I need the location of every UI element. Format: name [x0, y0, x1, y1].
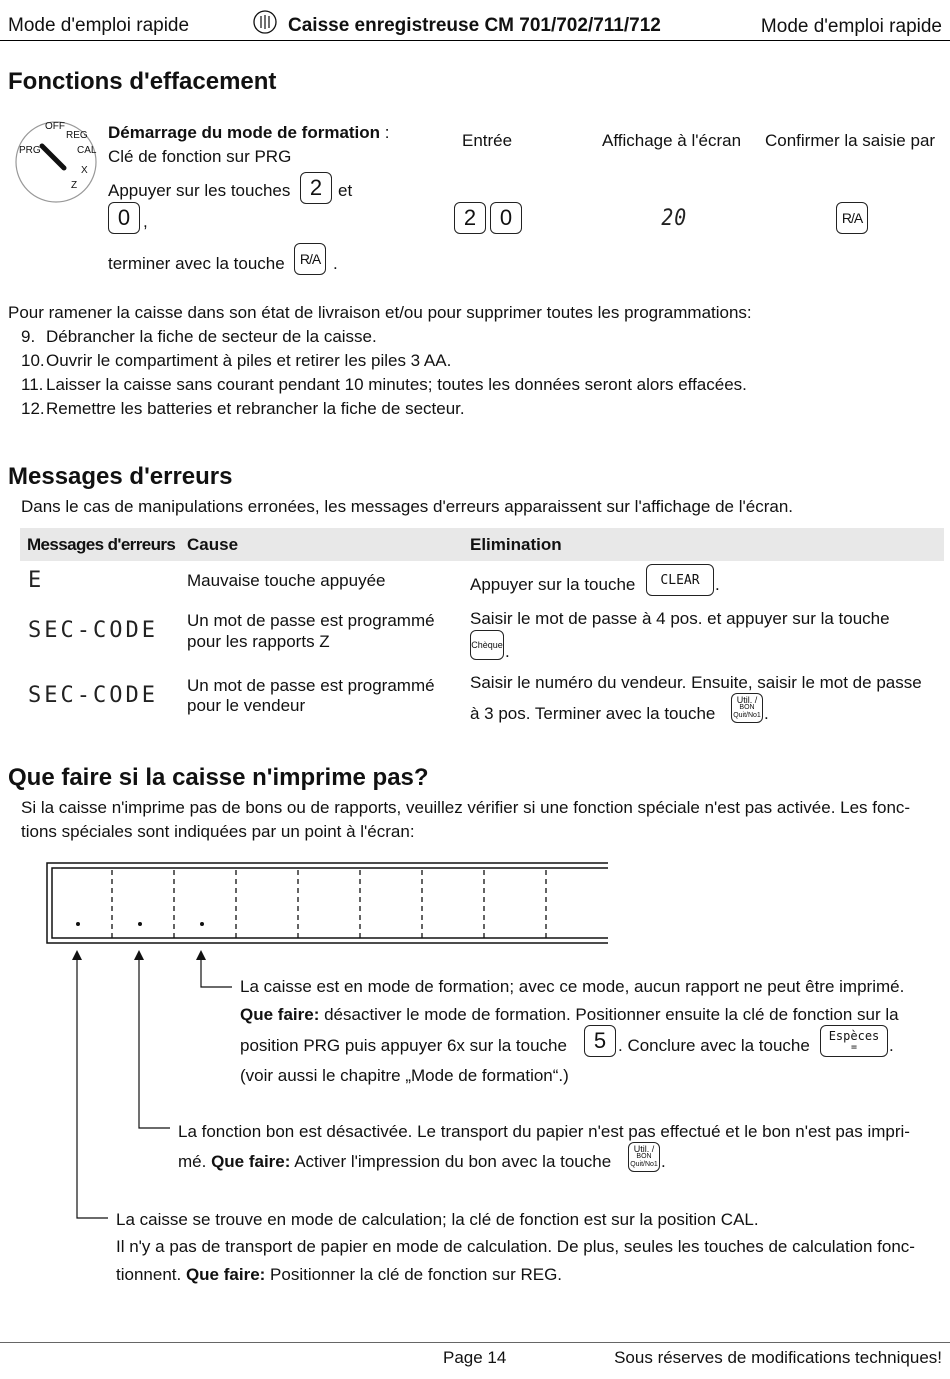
dial-cal: CAL [77, 145, 97, 156]
receipt-note-period: . [661, 1152, 666, 1171]
col-entry: Entrée [462, 131, 513, 150]
entry-key-0[interactable]: 0 [490, 202, 522, 234]
step-12 [21, 399, 465, 419]
cash-key-label: Espèces [828, 1028, 880, 1043]
footer-divider [0, 1342, 950, 1343]
calc-note-line1: La caisse se trouve en mode de calculation; la clé de fonction est sur la position CAL. [116, 1210, 759, 1229]
step-text: Ouvrir le compartiment à piles et retirer les piles 3 AA. [46, 351, 452, 370]
key-ra-button[interactable]: R/A [294, 243, 326, 275]
util-bon-key-button[interactable] [628, 1142, 660, 1172]
step-num: 12. [21, 399, 45, 418]
error-elim-text-2: à 3 pos. Terminer avec la touche [470, 704, 716, 723]
key-line: BON [636, 1153, 652, 1160]
reset-intro: Pour ramener la caisse dans son état de livraison et/ou pour supprimer toutes les programmations: [8, 303, 752, 322]
section-title-erase: Fonctions d'effacement [8, 68, 277, 95]
step-num: 11. [21, 375, 44, 394]
error-elim-text: Saisir le numéro du vendeur. Ensuite, saisir le mot de passe [470, 673, 922, 692]
error-display-e: E [28, 568, 43, 593]
what-to-do-label: Que faire: [240, 1005, 320, 1024]
step-text: Remettre les batteries et rebrancher la fiche de secteur. [46, 399, 465, 418]
training-note-line4: (voir aussi le chapitre „Mode de formation“.) [240, 1066, 569, 1085]
page-number: Page 14 [443, 1348, 507, 1367]
period-text: . [333, 254, 338, 273]
training-start-line [108, 123, 390, 143]
dial-reg: REG [66, 130, 88, 141]
cheque-key-button[interactable]: Chèque [470, 630, 504, 660]
step-num: 10. [21, 351, 45, 370]
receipt-note-line2 [178, 1152, 611, 1172]
finish-text: terminer avec la touche [108, 254, 285, 273]
no-print-intro-1: Si la caisse n'imprime pas de bons ou de rapports, veuillez vérifier si une fonction spéciale n'est pas activée. Les fonc- [21, 798, 911, 817]
calc-note-text: tionnent. [116, 1265, 186, 1284]
training-start-colon: : [380, 123, 390, 142]
error-elim-text: Saisir le mot de passe à 4 pos. et appuyer sur la touche [470, 609, 890, 628]
util-bon-key-button[interactable] [731, 693, 763, 723]
col-confirm: Confirmer la saisie par [765, 131, 936, 150]
step-text: Débrancher la fiche de secteur de la caisse. [46, 327, 377, 346]
key-line: Quit/No1 [733, 712, 761, 719]
error-cause-line1: Un mot de passe est programmé [187, 676, 435, 695]
training-note-line1: La caisse est en mode de formation; avec ce mode, aucun rapport ne peut être imprimé. [240, 977, 905, 996]
error-cause-line2: pour les rapports Z [187, 632, 330, 651]
training-note-period: . [889, 1036, 894, 1055]
calc-note-line3 [116, 1265, 562, 1285]
step-num: 9. [21, 327, 36, 346]
training-start-bold: Démarrage du mode de formation [108, 123, 381, 142]
th-cause: Cause [187, 535, 239, 554]
no-print-intro-2: tions spéciales sont indiquées par un point à l'écran: [21, 822, 415, 841]
what-to-do-label: Que faire: [211, 1152, 291, 1171]
receipt-note-line1: La fonction bon est désactivée. Le transport du papier n'est pas effectué et le bon n'est pas impri- [178, 1122, 910, 1141]
errors-intro: Dans le cas de manipulations erronées, les messages d'erreurs apparaissent sur l'affichage de l'écran. [21, 497, 794, 516]
error-display-seccode: SEC-CODE [28, 618, 158, 643]
error-cause-line1: Un mot de passe est programmé [187, 611, 435, 630]
th-messages: Messages d'erreurs [27, 535, 176, 554]
error-elim-text: Appuyer sur la touche [470, 575, 636, 594]
key-line: Quit/No1 [630, 1161, 658, 1168]
key-0-button[interactable]: 0 [108, 202, 140, 234]
key-2-button[interactable]: 2 [300, 172, 332, 204]
training-note-line3a: position PRG puis appuyer 6x sur la touche [240, 1036, 567, 1055]
header-divider [0, 40, 950, 41]
entry-key-2[interactable]: 2 [454, 202, 486, 234]
display-diagram [46, 862, 608, 944]
cash-key-sub: = [850, 1041, 858, 1053]
key-5-button[interactable]: 5 [584, 1025, 616, 1057]
key-position-text: Clé de fonction sur PRG [108, 147, 292, 166]
th-elimination: Elimination [470, 535, 562, 554]
error-cause-line2: pour le vendeur [187, 696, 306, 715]
section-title-errors: Messages d'erreurs [8, 463, 233, 490]
dial-z: Z [71, 180, 78, 191]
training-note-text: désactiver le mode de formation. Positionner ensuite la clé de fonction sur la [319, 1005, 899, 1024]
display-value: 20 [661, 206, 688, 231]
dial-x: X [81, 165, 88, 176]
key-dial-icon [14, 120, 104, 210]
key-line: Util. / [736, 695, 758, 705]
training-note-line3b: . Conclure avec la touche [618, 1036, 810, 1055]
what-to-do-label: Que faire: [185, 1265, 266, 1284]
press-keys-text: Appuyer sur les touches [108, 181, 291, 200]
error-display-seccode: SEC-CODE [28, 683, 158, 708]
dial-prg: PRG [19, 145, 41, 156]
confirm-ra-button[interactable]: R/A [836, 202, 868, 234]
calc-note-text: Positionner la clé de fonction sur REG. [265, 1265, 563, 1284]
key-line: BON [739, 704, 755, 711]
training-note-line2 [240, 1005, 899, 1025]
step-text: Laisser la caisse sans courant pendant 10 minutes; toutes les données seront alors effacées. [46, 375, 747, 394]
calc-note-line2: Il n'y a pas de transport de papier en mode de calculation. De plus, seules les touches de calculation fonc- [116, 1237, 915, 1256]
and-text: et [338, 181, 353, 200]
error-elim-period: . [715, 575, 720, 594]
footer-note: Sous réserves de modifications techniques! [614, 1348, 942, 1367]
step-10 [21, 351, 451, 371]
key-line: Util. / [633, 1144, 655, 1154]
receipt-note-text: mé. [178, 1152, 212, 1171]
clear-key-button[interactable]: CLEAR [646, 564, 714, 596]
cash-key-button[interactable] [820, 1025, 888, 1057]
error-elim-period: . [764, 704, 769, 723]
step-9 [21, 327, 377, 347]
header-title: Caisse enregistreuse CM 701/702/711/712 [288, 15, 661, 36]
comma-text: , [143, 212, 148, 231]
header-right: Mode d'emploi rapide [760, 16, 942, 37]
receipt-note-text: Activer l'impression du bon avec la touche [290, 1152, 612, 1171]
section-title-no-print: Que faire si la caisse n'imprime pas? [8, 764, 429, 791]
brand-logo-icon [253, 10, 277, 34]
error-elim-period: . [505, 642, 510, 661]
header-left: Mode d'emploi rapide [8, 15, 190, 36]
col-display: Affichage à l'écran [602, 131, 742, 150]
dial-off: OFF [45, 121, 65, 132]
step-11 [21, 375, 747, 395]
error-cause: Mauvaise touche appuyée [187, 571, 386, 590]
